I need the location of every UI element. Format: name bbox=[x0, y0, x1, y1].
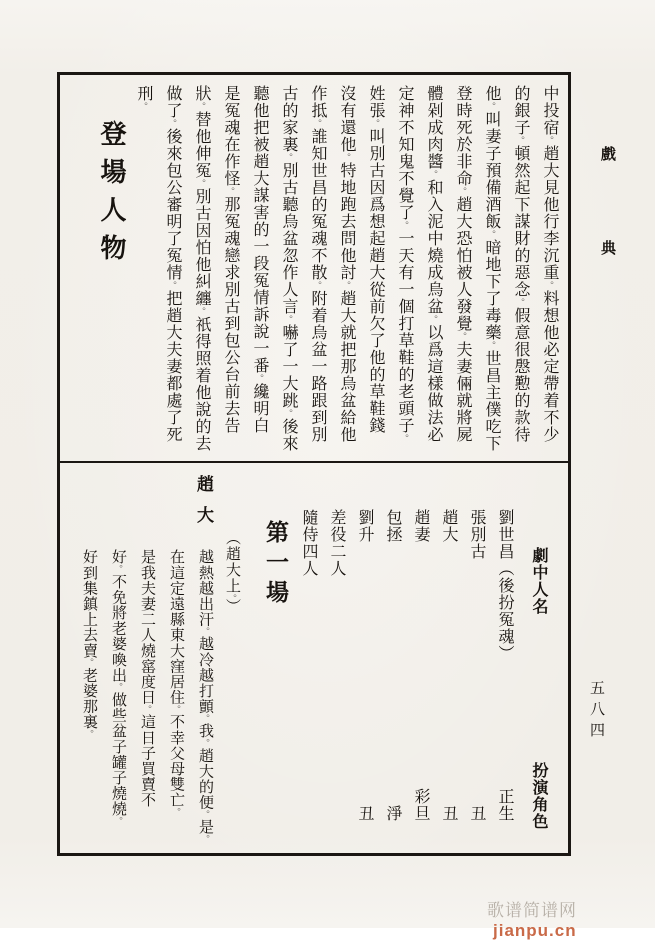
synopsis-column: 登時死於非命。趙大恐怕被人發覺。夫妻倆就將屍 bbox=[454, 85, 471, 443]
running-title-char-bottom: 典 bbox=[599, 240, 615, 255]
cast-entry bbox=[378, 463, 406, 853]
synopsis-column: 他。叫妻子預備酒飯。暗地下了毒藥。世昌主僕吃下 bbox=[483, 85, 500, 452]
synopsis-text bbox=[129, 85, 564, 461]
speaker-name: 趙大 bbox=[194, 475, 213, 537]
synopsis-column: 做了。後來包公審明了冤情。把趙大夫妻都處了死 bbox=[164, 85, 181, 443]
synopsis-column: 刑。 bbox=[135, 85, 152, 111]
synopsis-column: 中投宿。趙大見他行李沉重。料想他必定帶着不少 bbox=[541, 85, 558, 443]
content-frame bbox=[57, 72, 571, 856]
speech-column: 是我夫妻二人燒窰度日。這日子買賣不 bbox=[139, 549, 155, 808]
cast-member-name: 包拯 bbox=[384, 509, 401, 543]
synopsis-column: 聽他把被趙大謀害的一段冤情訴說一番。纔明白 bbox=[251, 85, 268, 434]
speech-column: 越熱越出汗。越冷越打顫。我。趙大的便。是。 bbox=[197, 549, 213, 844]
cast-list bbox=[294, 463, 552, 853]
synopsis-column: 定神不知鬼不覺了。一天有一個打草鞋的老頭子。 bbox=[396, 85, 413, 443]
stage-direction: （趙大上。） bbox=[224, 530, 240, 615]
synopsis-column: 作抵。誰知世昌的冤魂不散。附着烏盆一路跟到別 bbox=[309, 85, 326, 443]
cast-member-name: 劉升 bbox=[356, 509, 373, 543]
cast-member-role: 丑 bbox=[440, 805, 457, 822]
cast-member-name: 劉世昌（後扮冤魂） bbox=[496, 509, 513, 662]
cast-entry bbox=[406, 463, 434, 853]
cast-section-heading: 登場人物 bbox=[97, 120, 126, 272]
cast-entry bbox=[462, 463, 490, 853]
speech-text bbox=[74, 549, 219, 849]
cast-member-role: 丑 bbox=[356, 805, 373, 822]
synopsis-column: 古的家裏。別古聽烏盆忽作人言。嚇了一大跳。後來 bbox=[280, 85, 297, 452]
synopsis-column: 是冤魂在作怪。那冤魂戀求別古到包公台前去告 bbox=[222, 85, 239, 434]
cast-member-name: 差役二人 bbox=[328, 509, 345, 577]
cast-header-roles: 扮演角色 bbox=[530, 762, 547, 830]
synopsis-column: 體剁成肉醬。和入泥中燒成烏盆。以爲這樣做法必 bbox=[425, 85, 442, 443]
speech-column: 好到集鎮上去賣。老婆那裏。 bbox=[81, 549, 97, 739]
cast-and-scene-section bbox=[60, 463, 568, 853]
watermark-site-url: jianpu.cn bbox=[493, 921, 577, 940]
synopsis-section bbox=[60, 75, 568, 461]
cast-entry bbox=[294, 463, 322, 853]
scene-title: 第一場 bbox=[263, 520, 288, 610]
cast-member-role: 丑 bbox=[468, 805, 485, 822]
synopsis-column: 姓張。叫別古因爲想起趙大從前欠了他的草鞋錢 bbox=[367, 85, 384, 434]
synopsis-column: 沒有還他。特地跑去問他討。趙大就把那烏盆給他 bbox=[338, 85, 355, 443]
cast-member-role: 正生 bbox=[496, 788, 513, 822]
cast-entry bbox=[490, 463, 518, 853]
cast-member-name: 趙大 bbox=[440, 509, 457, 543]
speech-column: 好。不免將老婆喚出。做些盆子罐子燒燒。 bbox=[110, 549, 126, 826]
cast-entry bbox=[322, 463, 350, 853]
cast-entry bbox=[350, 463, 378, 853]
cast-member-name: 趙妻 bbox=[412, 509, 429, 543]
cast-member-role: 淨 bbox=[384, 805, 401, 822]
page-number: 五八四 bbox=[588, 680, 604, 743]
cast-header-names: 劇中人名 bbox=[530, 547, 547, 615]
cast-entry bbox=[434, 463, 462, 853]
synopsis-column: 的銀子。頓然起下謀財的惡念。假意很慇懃的款待 bbox=[512, 85, 529, 443]
cast-member-role: 彩旦 bbox=[412, 788, 429, 822]
cast-member-name: 隨侍四人 bbox=[300, 509, 317, 577]
cast-member-name: 張別古 bbox=[468, 509, 485, 560]
cast-header-column bbox=[518, 463, 552, 853]
running-title-char-top: 戲 bbox=[599, 146, 615, 161]
speech-column: 在這定遠縣東大窪居住。不幸父母雙亡。 bbox=[168, 549, 184, 817]
watermark bbox=[487, 896, 655, 941]
watermark-site-name: 歌谱简谱网 bbox=[487, 901, 577, 920]
synopsis-column: 狀。替他伸冤。別古因怕他糾纏。祇得照着他說的去 bbox=[193, 85, 210, 452]
